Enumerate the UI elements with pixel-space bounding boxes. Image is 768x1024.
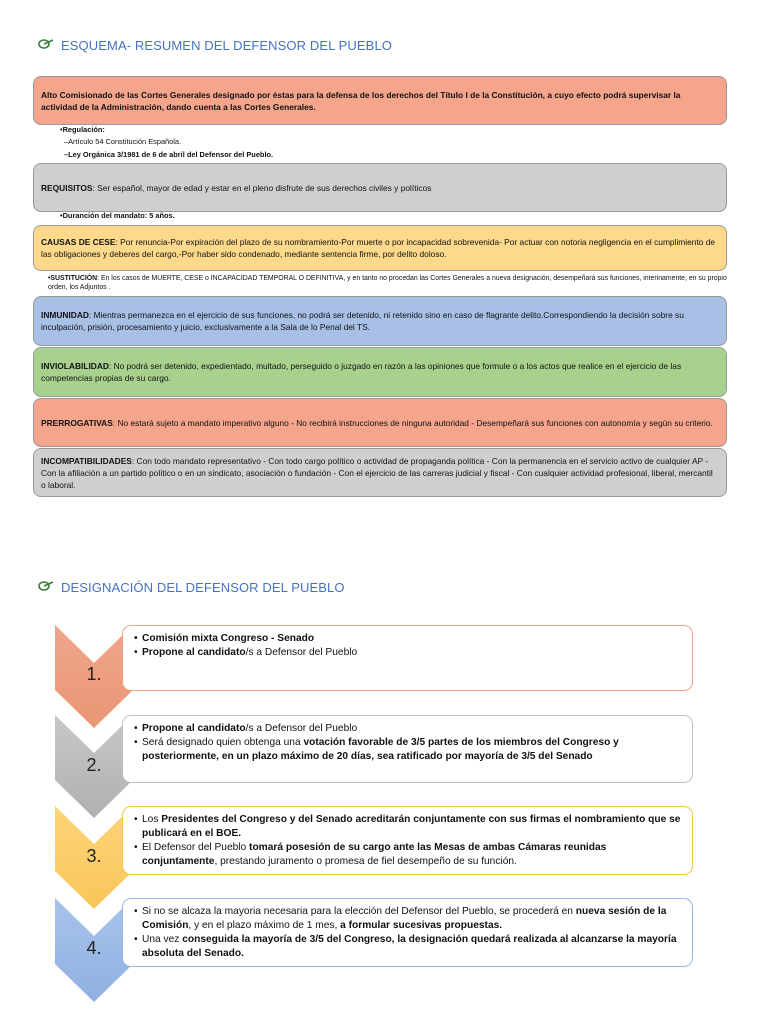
step2-box — [122, 715, 693, 783]
step2-bullet-1-bold: Propone al candidato — [142, 723, 246, 734]
prerrogativas-text: : No estará sujeto a mandato imperativo alguno - No recibirá instrucciones de ninguna autoridad - Desempeñará sus funciones con autonomía y según su criterio. — [112, 417, 713, 428]
step3-bullet-2-pre: El Defensor del Pueblo — [142, 842, 250, 853]
incompatibilidades-label: INCOMPATIBILIDADES — [41, 455, 132, 466]
step1-bullet-2-rest: /s a Defensor del Pueblo — [245, 647, 358, 658]
inviolabilidad-label: INVIOLABILIDAD — [41, 361, 109, 371]
regulacion-label: •Regulación: — [60, 125, 105, 134]
intro-box — [33, 76, 727, 125]
cese-text: : Por renuncia-Por expiración del plazo de su nombramiento-Por muerte o por incapacidad sobrevenida- Por actuar con notoria negligencia en el cumplimiento de las obligaciones y deberes del cargo,-Por haber sido condenado, mediante sentencia firme, por delito doloso. — [41, 237, 716, 259]
step4-number: 4. — [86, 938, 102, 958]
step4-bullet-1-mid: , y en el plazo máximo de 1 mes, — [188, 920, 341, 931]
inviolabilidad-text: : No podrá ser detenido, expedientado, multado, perseguido o juzgado en razón a las opiniones que formule o a los actos que realice en el ejercicio de las competencias propias de su cargo. — [41, 361, 682, 383]
step2-bullet-1 — [142, 722, 684, 736]
inmunidad-label: INMUNIDAD — [41, 310, 89, 320]
step1-box — [122, 625, 693, 691]
logo-icon — [38, 38, 54, 49]
step2-bullet-2-bold: votación favorable de 3/5 partes de los miembros del Congreso y posteriormente, en un plazo máximo de 20 días, sea ratificado por mayoría de 3/5 del Senado — [142, 737, 619, 762]
step2-bullet-1-rest: /s a Defensor del Pueblo — [245, 723, 358, 734]
logo-icon — [38, 580, 54, 591]
prerrogativas-box — [33, 398, 727, 447]
section2-title — [38, 580, 345, 595]
regulacion-item-2: –Ley Orgánica 3/1981 de 6 de abril del Defensor del Pueblo. — [64, 150, 274, 159]
step4-bullet-2-pre: Una vez — [142, 934, 183, 945]
requisitos-label: REQUISITOS — [41, 182, 93, 193]
requisitos-box — [33, 163, 727, 212]
requisitos-text: : Ser español, mayor de edad y estar en el pleno disfrute de sus derechos civiles y políticos — [92, 182, 432, 193]
section1-title-text: ESQUEMA- RESUMEN DEL DEFENSOR DEL PUEBLO — [61, 38, 392, 53]
step3-bullet-1-bold: Presidentes del Congreso y del Senado acreditarán conjuntamente con sus firmas el nombramiento que se publicará en el BOE. — [142, 814, 681, 839]
step2-number: 2. — [86, 755, 102, 775]
regulacion-item-1: –Artículo 54 Constitución Española. — [64, 137, 182, 146]
step1-bullet-2 — [142, 646, 684, 660]
inmunidad-box — [33, 296, 727, 346]
step4-box — [122, 898, 693, 967]
step3-number: 3. — [86, 846, 102, 866]
step3-bullet-1-pre: Los — [142, 814, 162, 825]
step3-bullet-2-rest: , prestando juramento o promesa de fiel desempeño de su función. — [214, 856, 517, 867]
step3-bullet-1 — [142, 813, 684, 841]
section1-title — [38, 38, 392, 53]
prerrogativas-label: PRERROGATIVAS — [41, 417, 113, 428]
inviolabilidad-box — [33, 347, 727, 397]
step3-bullet-2 — [142, 841, 684, 869]
cese-label: CAUSAS DE CESE — [41, 237, 116, 247]
step1-number: 1. — [86, 664, 102, 684]
cese-box — [33, 225, 727, 271]
inmunidad-text: : Mientras permanezca en el ejercicio de sus funciones, no podrá ser detenido, ni retenido sino en caso de flagrante delito.Correspondiendo la decisión sobre su inculpación, prisión, procesamiento y juicio, exclusivamente a la Sala de lo Penal del TS. — [41, 310, 684, 332]
section2-title-text: DESIGNACIÓN DEL DEFENSOR DEL PUEBLO — [61, 580, 345, 595]
step2-bullet-2 — [142, 736, 684, 764]
step4-bullet-2-bold: conseguida la mayoría de 3/5 del Congreso, la designación quedará realizada al alcanzarse la mayoría absoluta del Senado. — [142, 934, 677, 959]
step4-bullet-1-pre: Si no se alcaza la mayoria necesaria para la elección del Defensor del Pueblo, se procederá en — [142, 906, 576, 917]
sustitucion-note — [48, 274, 728, 292]
step2-bullet-2-pre: Será designado quien obtenga una — [142, 737, 304, 748]
step1-bullet-2-bold: Propone al candidato — [142, 647, 246, 658]
incompatibilidades-text: : Con todo mandato representativo - Con todo cargo político o actividad de propaganda política - Con la permanencia en el servicio activo de cualquier AP - Con la afiliación a un partido político o en un sindicato, asociación o fundación - Con el ejercicio de las carreras judicial y fiscal - Con cualquier actividad profesional, liberal, mercantil o laboral. — [41, 455, 713, 490]
step1-bullet-1: • Comisión mixta Congreso - Senado — [142, 632, 684, 646]
step4-bullet-2 — [142, 933, 684, 961]
intro-text: Alto Comisionado de las Cortes Generales designado por éstas para la defensa de los derechos del Título I de la Constitución, a cuyo efecto podrá supervisar la actividad de la Administración, dando cuenta a las Cortes Generales. — [41, 89, 681, 112]
incompatibilidades-box — [33, 448, 727, 497]
sustitucion-text: : En los casos de MUERTE, CESE o INCAPACIDAD TEMPORAL O DEFINITIVA, y en tanto no procedan las Cortes Generales a nueva designación, desempeñará sus funciones, interinamente, en su propio orden, los Adjuntos . — [48, 275, 727, 291]
step4-bullet-1 — [142, 905, 684, 933]
duracion-mandato: •Duranción del mandato: 5 años. — [60, 211, 175, 220]
step4-bullet-1-bold2: a formular sucesivas propuestas. — [340, 920, 503, 931]
step3-bullet-2-bold: tomará posesión de su cargo ante las Mesas de ambas Cámaras reunidas conjuntamente — [142, 842, 607, 867]
step3-box — [122, 806, 693, 875]
sustitucion-label: •SUSTITUCIÓN — [48, 275, 98, 282]
step4-bullet-1-bold1: nueva sesión de la Comisión — [142, 906, 667, 931]
